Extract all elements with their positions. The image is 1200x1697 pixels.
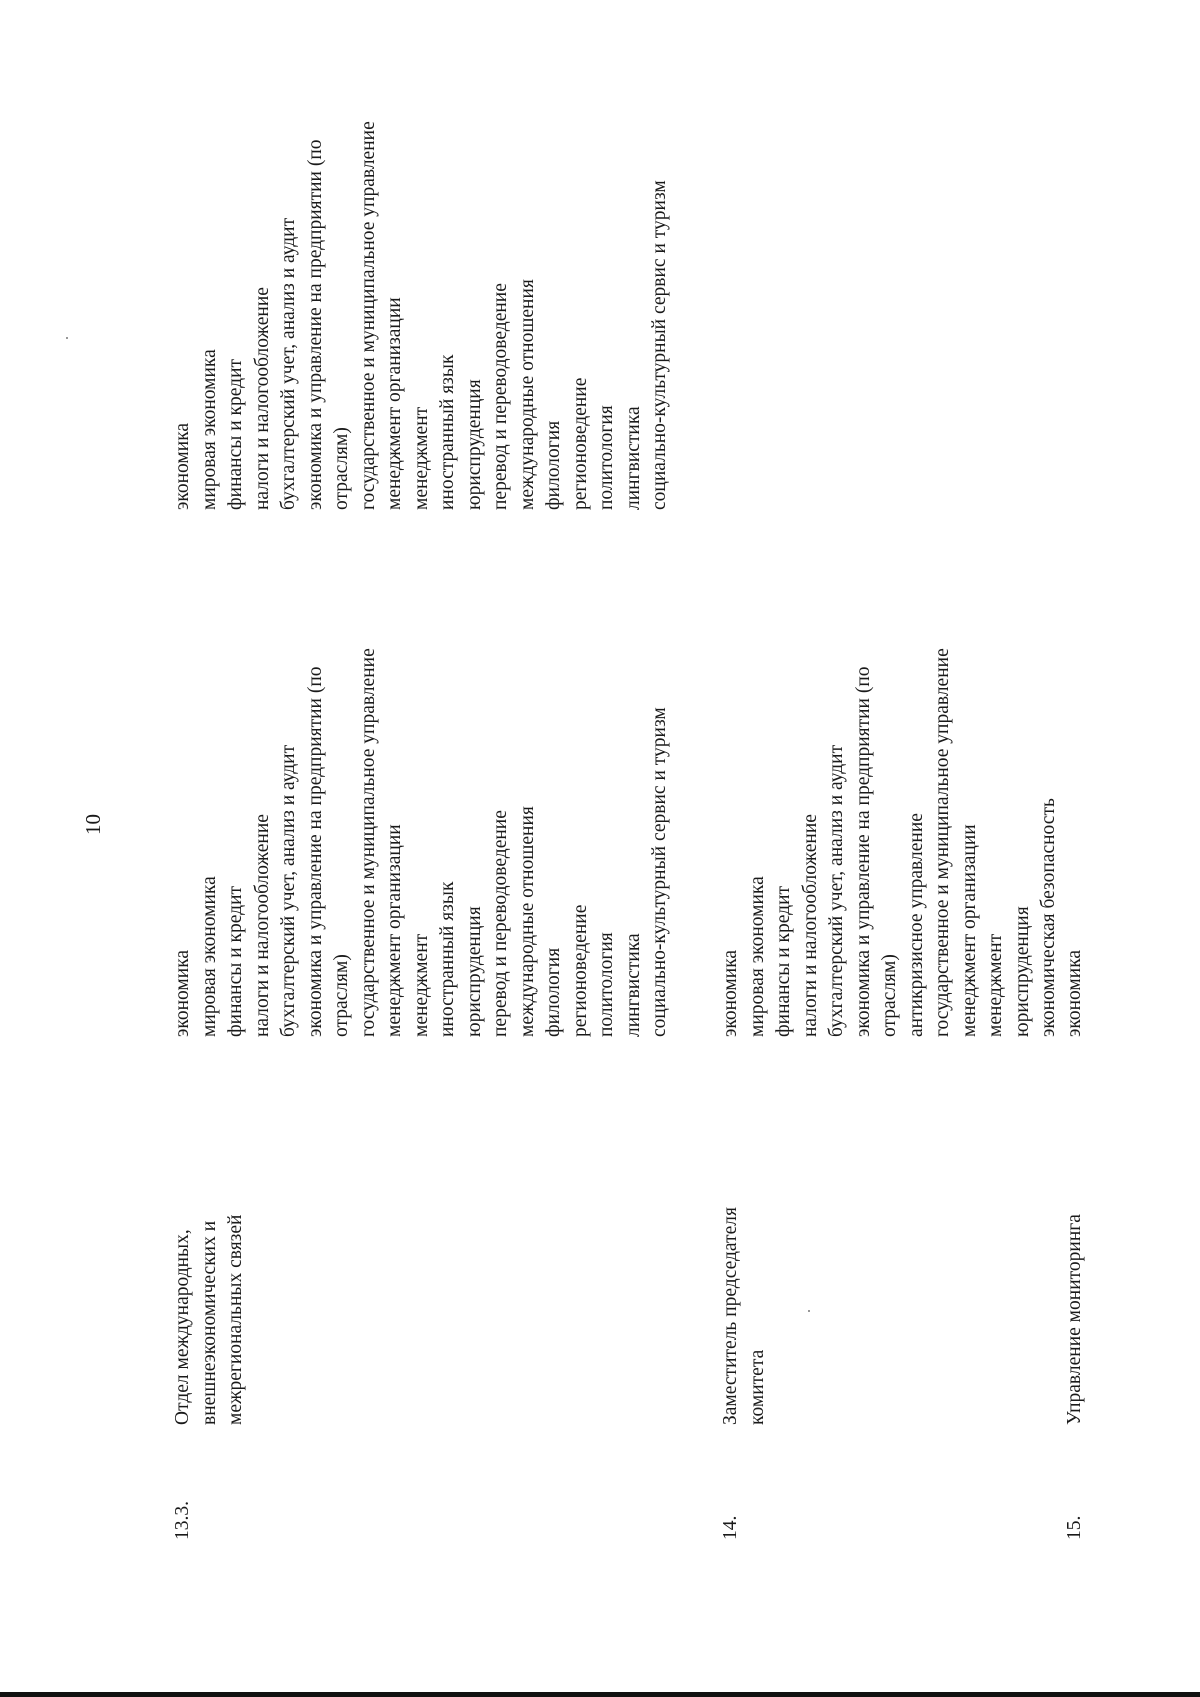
list-item: филология bbox=[543, 947, 564, 1037]
list-item: финансы и кредит bbox=[225, 885, 246, 1037]
row-title bbox=[718, 1207, 771, 1425]
list-item: экономика bbox=[720, 949, 741, 1037]
list-item: лингвистика bbox=[622, 406, 644, 510]
list-item: социально-культурный сервис и туризм bbox=[649, 707, 670, 1037]
list-item: мировая экономика bbox=[746, 876, 768, 1037]
list-item: экономика bbox=[172, 949, 193, 1037]
row-number: 14. bbox=[720, 1515, 741, 1540]
list-item: государственное и муниципальное управление bbox=[932, 648, 953, 1037]
list-item: менеджмент организации bbox=[958, 824, 980, 1037]
list-item: налоги и налогообложение bbox=[799, 814, 821, 1037]
list-item: иностранный язык bbox=[437, 881, 458, 1037]
list-item: регионоведение bbox=[569, 904, 591, 1037]
row-title-line: внешнеэкономических и bbox=[198, 1220, 220, 1425]
list-item: мировая экономика bbox=[198, 876, 220, 1037]
list-item: мировая экономика bbox=[198, 349, 220, 510]
list-item: экономика и управление на предприятии (по bbox=[304, 139, 326, 510]
specialties-column-2 bbox=[170, 121, 674, 510]
list-item: перевод и переводоведение bbox=[490, 810, 511, 1037]
list-item: юриспруденция bbox=[463, 379, 485, 510]
list-item: отраслям) bbox=[331, 954, 352, 1037]
list-item: менеджмент bbox=[985, 933, 1006, 1037]
row-title-line: межрегиональных связей bbox=[225, 1214, 246, 1425]
specialties-column-1 bbox=[718, 648, 1063, 1037]
list-item: перевод и переводоведение bbox=[490, 283, 511, 510]
list-item: регионоведение bbox=[569, 377, 591, 510]
row-title-line: комитета bbox=[746, 1349, 768, 1425]
list-item: отраслям) bbox=[331, 427, 352, 510]
row-title bbox=[1062, 1214, 1089, 1425]
list-item: менеджмент bbox=[410, 406, 432, 510]
list-item: финансы и кредит bbox=[225, 358, 246, 510]
list-item: налоги и налогообложение bbox=[251, 287, 273, 510]
list-item: экономика bbox=[1064, 949, 1085, 1037]
list-item: отраслям) bbox=[879, 954, 900, 1037]
list-item: международные отношения bbox=[516, 806, 538, 1037]
list-item: менеджмент bbox=[410, 933, 432, 1037]
list-item: лингвистика bbox=[622, 933, 644, 1037]
list-item: бухгалтерский учет, анализ и аудит bbox=[278, 217, 299, 510]
page-number: 10 bbox=[81, 814, 105, 835]
list-item: государственное и муниципальное управление bbox=[357, 121, 379, 510]
list-item: филология bbox=[543, 420, 564, 510]
list-item: экономика и управление на предприятии (по bbox=[304, 666, 326, 1037]
specialties-column-1 bbox=[1062, 950, 1089, 1037]
list-item: юриспруденция bbox=[463, 906, 485, 1037]
list-item: политология bbox=[596, 932, 617, 1037]
specialties-column-1 bbox=[170, 648, 674, 1037]
list-item: антикризисное управление bbox=[905, 813, 927, 1037]
list-item: юриспруденция bbox=[1011, 906, 1033, 1037]
list-item: менеджмент организации bbox=[384, 824, 405, 1037]
list-item: бухгалтерский учет, анализ и аудит bbox=[826, 744, 847, 1037]
list-item: международные отношения bbox=[516, 279, 538, 510]
list-item: политология bbox=[596, 405, 617, 510]
row-number: 13.3. bbox=[172, 1501, 193, 1540]
list-item: экономика bbox=[172, 422, 193, 510]
list-item: экономическая безопасность bbox=[1038, 798, 1059, 1037]
list-item: менеджмент организации bbox=[384, 297, 405, 510]
list-item: иностранный язык bbox=[437, 354, 458, 510]
row-title bbox=[170, 1215, 250, 1425]
row-title-line: Отдел международных, bbox=[172, 1229, 193, 1425]
row-number: 15. bbox=[1064, 1515, 1085, 1540]
row-title-line: Управление мониторинга bbox=[1064, 1214, 1085, 1425]
list-item: экономика и управление на предприятии (по bbox=[852, 666, 874, 1037]
list-item: финансы и кредит bbox=[773, 885, 794, 1037]
list-item: социально-культурный сервис и туризм bbox=[649, 180, 670, 510]
list-item: бухгалтерский учет, анализ и аудит bbox=[278, 744, 299, 1037]
list-item: налоги и налогообложение bbox=[251, 814, 273, 1037]
list-item: государственное и муниципальное управление bbox=[357, 648, 379, 1037]
row-title-line: Заместитель председателя bbox=[720, 1207, 741, 1425]
page-bottom-rule bbox=[0, 1692, 1200, 1697]
